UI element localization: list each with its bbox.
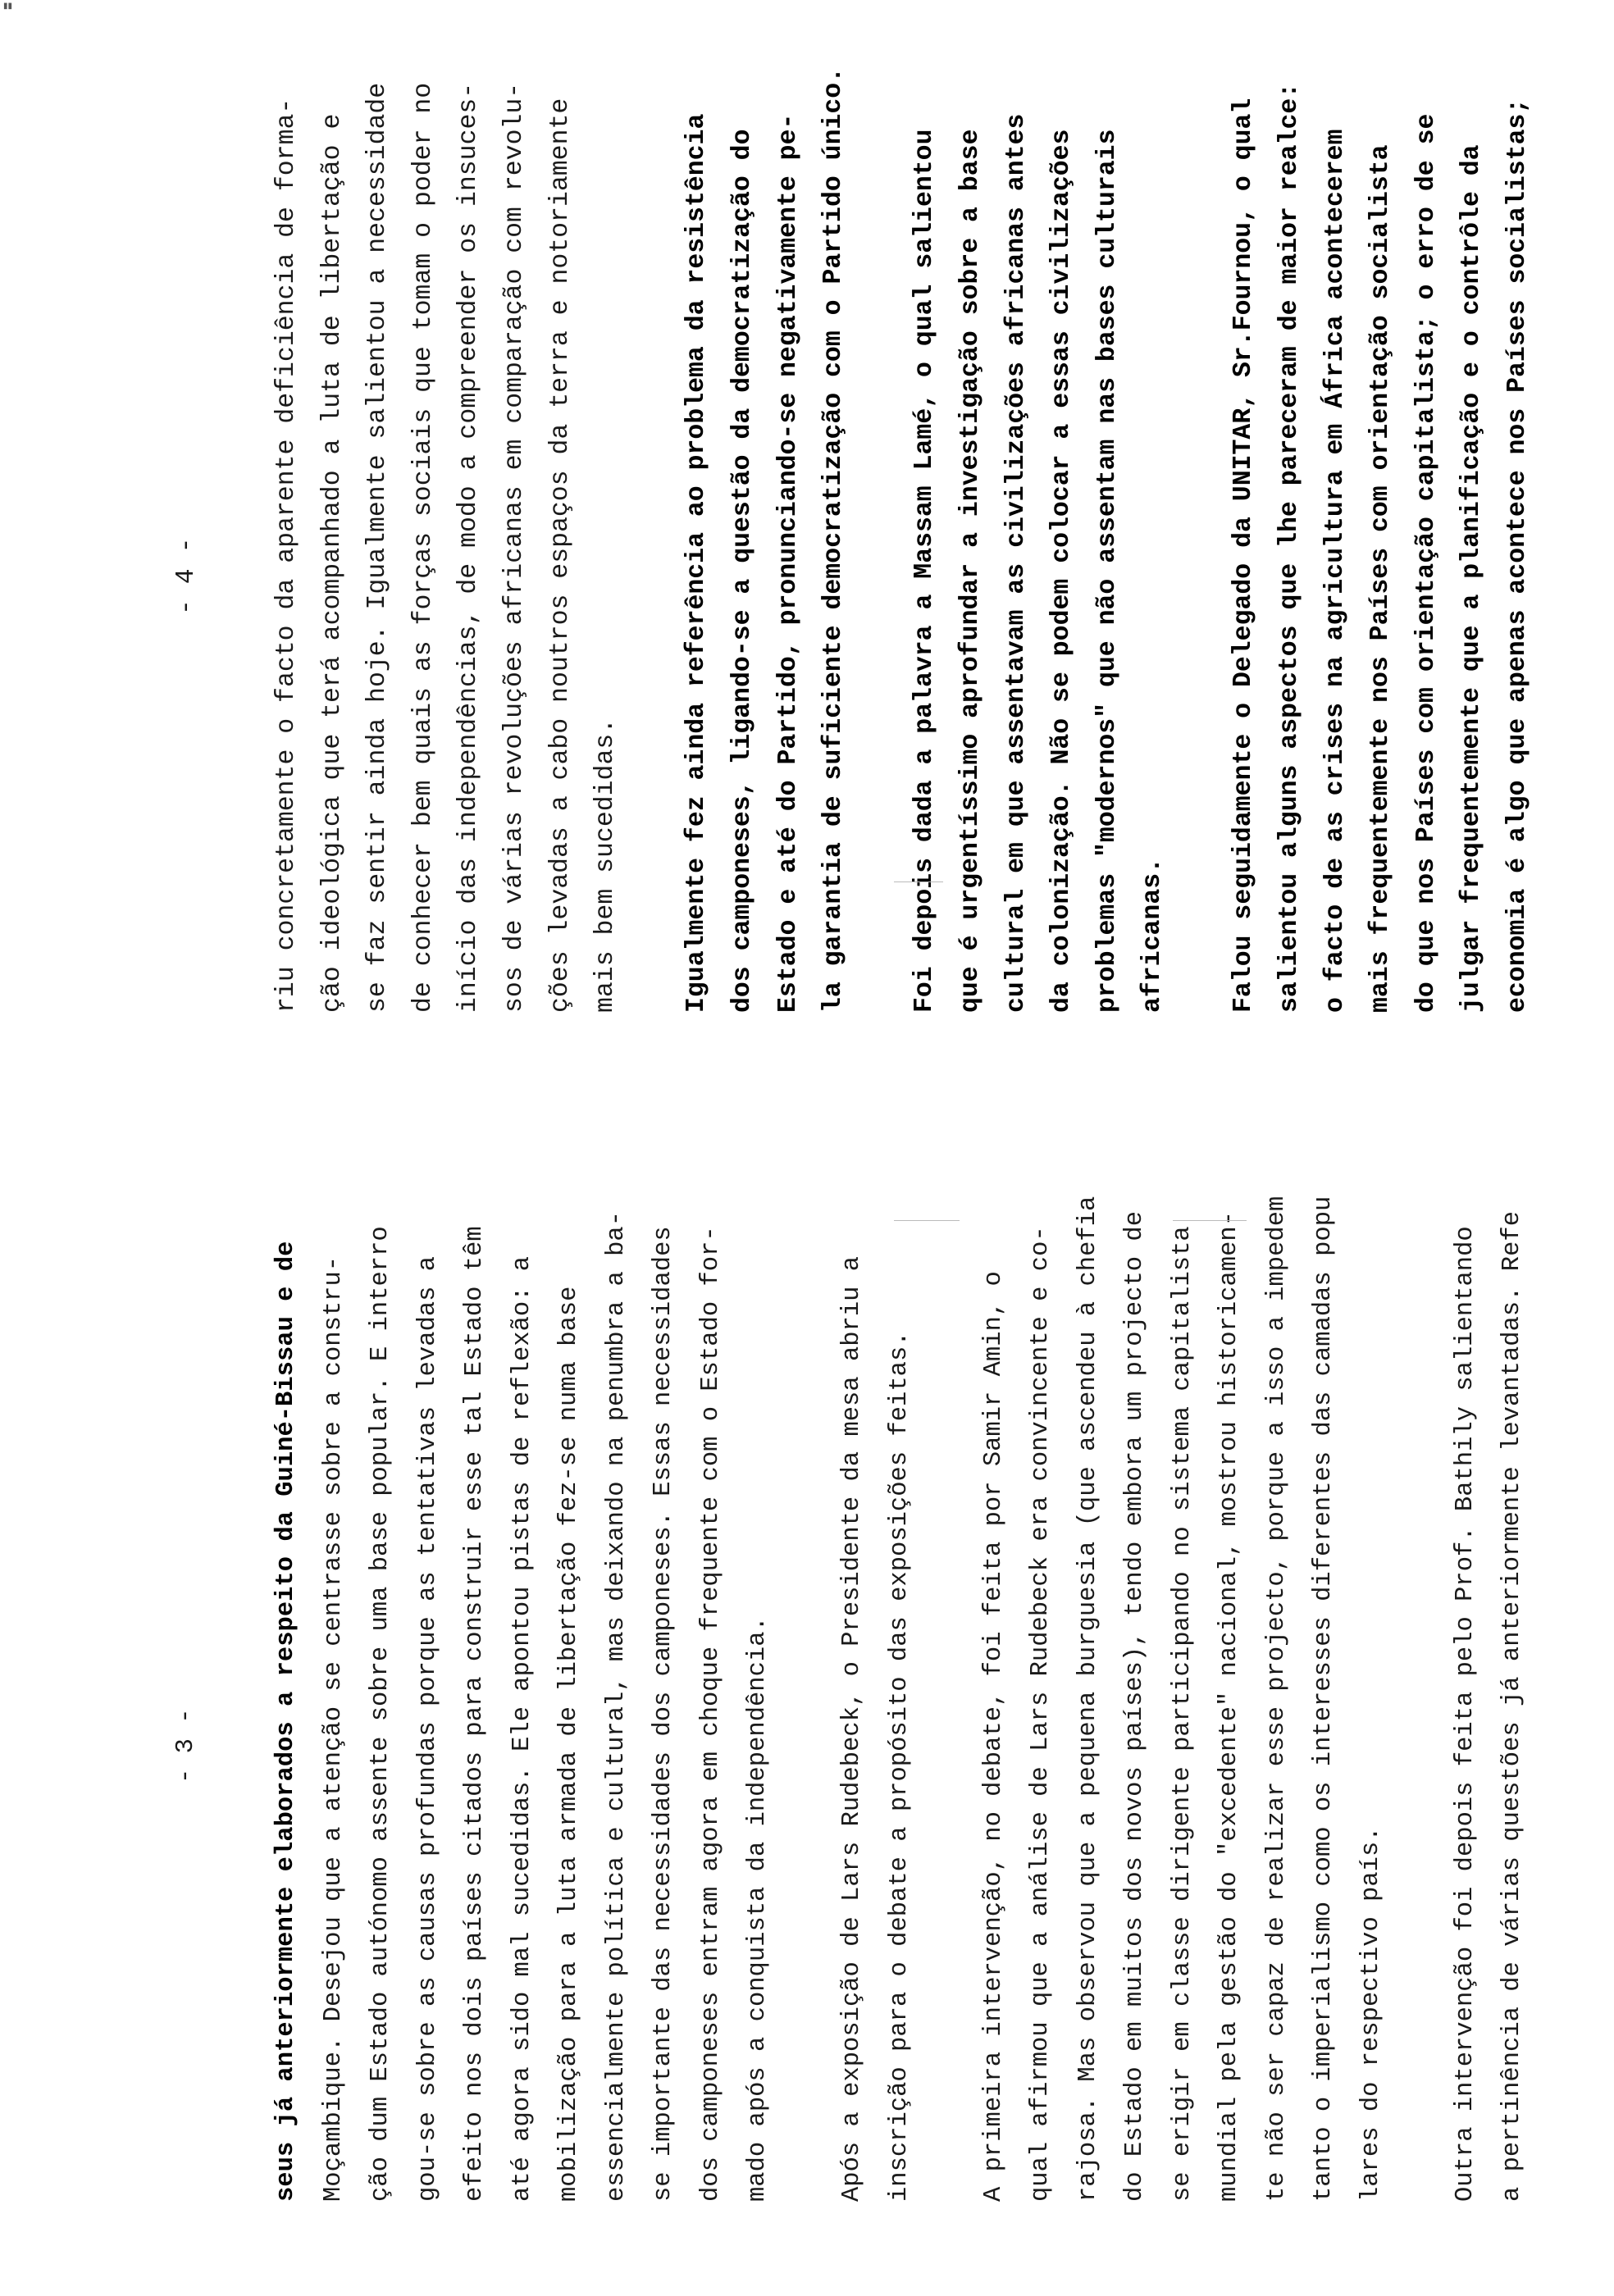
text-line: Após a exposição de Lars Rudebeck, o Presidente da mesa abriu a bbox=[838, 1255, 866, 2202]
text-line: qual afirmou que a análise de Lars Rudebeck era convincente e co- bbox=[1027, 1226, 1055, 2202]
text-line: Estado e até do Partido, pronunciando-se negativamente pe- bbox=[773, 113, 803, 1013]
text-line: africanas. bbox=[1138, 857, 1168, 1013]
text-line: mobilização para a luta armada de libertação fez-se numa base bbox=[555, 1286, 583, 2202]
blank-line bbox=[1176, 67, 1222, 1013]
text-line: Foi depois dada a palavra a Massam Lamé, o qual salientou bbox=[910, 129, 940, 1013]
text-line: seus já anteriormente elaborados a respeito da Guiné-Bissau e de bbox=[272, 1241, 300, 2202]
text-line: do Estado em muitos dos novos países), tendo embora um projecto de bbox=[1121, 1211, 1149, 2202]
page-number: - 4 - bbox=[172, 537, 201, 615]
text-line: Outra intervenção foi depois feita pelo Prof. Bathily salientando bbox=[1451, 1226, 1480, 2202]
text-line: economia é algo que apenas acontece nos Países socialistas; bbox=[1503, 98, 1533, 1013]
page-number: - 3 - bbox=[172, 1708, 200, 1784]
blank-line bbox=[782, 1196, 830, 2202]
text-line: lares do respectivo país. bbox=[1356, 1826, 1385, 2202]
text-line: que é urgentíssimo aprofundar a investigação sobre a base bbox=[955, 129, 985, 1013]
text-line: ção dum Estado autónomo assente sobre uma base popular. E interro bbox=[367, 1226, 394, 2202]
text-line: até agora sido mal sucedidas. Ele apontou pistas de reflexão: a bbox=[508, 1255, 536, 2202]
text-line: cultural em que assentavam as civilizações africanas antes bbox=[1001, 113, 1031, 1013]
text-line: da colonização. Não se podem colocar a essas civilizações bbox=[1047, 129, 1077, 1013]
text-line: se importante das necessidades dos camponeses. Essas necessidades bbox=[650, 1226, 677, 2202]
scan-artifact-line bbox=[894, 1220, 960, 1221]
text-line: problemas "modernos" que não assentam nas bases culturais bbox=[1092, 129, 1122, 1013]
text-line: A primeira intervenção, no debate, foi feita por Samir Amin, o bbox=[979, 1271, 1008, 2202]
blank-line bbox=[1395, 1196, 1443, 2202]
text-line: se erigir em classe dirigente participando no sistema capitalista bbox=[1168, 1226, 1197, 2202]
text-line: efeito nos dois países citados para construir esse tal Estado têm bbox=[461, 1226, 489, 2202]
text-line: mais bem sucedidas. bbox=[591, 718, 621, 1013]
text-line: mundial pela gestão do "excedente" nacional, mostrou historicamen- bbox=[1215, 1211, 1243, 2202]
text-line: do que nos Países com orientação capitalista; o erro de se bbox=[1411, 113, 1441, 1013]
blank-line bbox=[629, 67, 675, 1013]
text-line: la garantia de suficiente democratização com o Partido único. bbox=[819, 66, 849, 1013]
text-line: salientou alguns aspectos que lhe pareceram de maior realce: bbox=[1275, 82, 1305, 1013]
text-line: ções levadas a cabo noutros espaços da terra e notoriamente bbox=[545, 98, 575, 1013]
text-line: inscrição para o debate a propósito das exposições feitas. bbox=[885, 1331, 914, 2202]
text-line: gou-se sobre as causas profundas porque as tentativas levadas a bbox=[413, 1255, 442, 2202]
text-line: Moçambique. Desejou que a atenção se centrasse sobre a constru- bbox=[319, 1255, 348, 2202]
page-body bbox=[0, 1196, 1537, 2202]
text-line: dos camponeses entram agora em choque frequente com o Estado for- bbox=[696, 1226, 725, 2202]
text-line: se faz sentir ainda hoje. Igualmente salientou a necessidade bbox=[363, 82, 393, 1013]
text-line: rajosa. Mas observou que a pequena burguesia (que ascendeu à chefia bbox=[1074, 1196, 1102, 2202]
scan-artifact-line bbox=[1173, 1220, 1247, 1221]
text-line: de conhecer bem quais as forças sociais que tomam o poder no bbox=[408, 82, 438, 1013]
text-line: dos camponeses, ligando-se a questão da democratização do bbox=[727, 129, 757, 1013]
blank-line bbox=[923, 1196, 971, 2202]
text-line: te não ser capaz de realizar esse projecto, porque a isso a impedem bbox=[1262, 1196, 1291, 2202]
text-line: sos de várias revoluções africanas em comparação com revolu- bbox=[499, 82, 529, 1013]
text-line: Falou seguidamente o Delegado da UNITAR, Sr.Fournou, o qual bbox=[1229, 98, 1259, 1013]
blank-line bbox=[857, 67, 903, 1013]
text-line: riu concretamente o facto da aparente deficiência de forma- bbox=[272, 98, 301, 1013]
text-line: início das independências, de modo a compreender os insuces- bbox=[454, 82, 484, 1013]
scan-mark: ▮▮ bbox=[3, 2, 13, 11]
text-line: Igualmente fez ainda referência ao problema da resistência bbox=[682, 113, 712, 1013]
text-line: mado após a conquista da independência. bbox=[744, 1616, 772, 2202]
text-line: mais frequentemente nos Países com orientação socialista bbox=[1366, 144, 1396, 1013]
text-line: o facto de as crises na agricultura em África acontecerem bbox=[1320, 129, 1350, 1013]
text-line: essencialmente política e cultural, mas deixando na penumbra a ba- bbox=[602, 1211, 631, 2202]
text-line: ção ideológica que terá acompanhado a luta de libertação e bbox=[317, 113, 347, 1013]
page-3 bbox=[0, 1148, 1614, 2296]
text-line: a pertinência de várias questões já anteriormente levantadas. Refe bbox=[1498, 1211, 1526, 2202]
text-line: tanto o imperialismo como os interesses diferentes das camadas popu bbox=[1310, 1196, 1338, 2202]
text-line: julgar frequentemente que a planificação e o contrôle da bbox=[1457, 144, 1487, 1013]
page-body bbox=[0, 67, 1541, 1013]
